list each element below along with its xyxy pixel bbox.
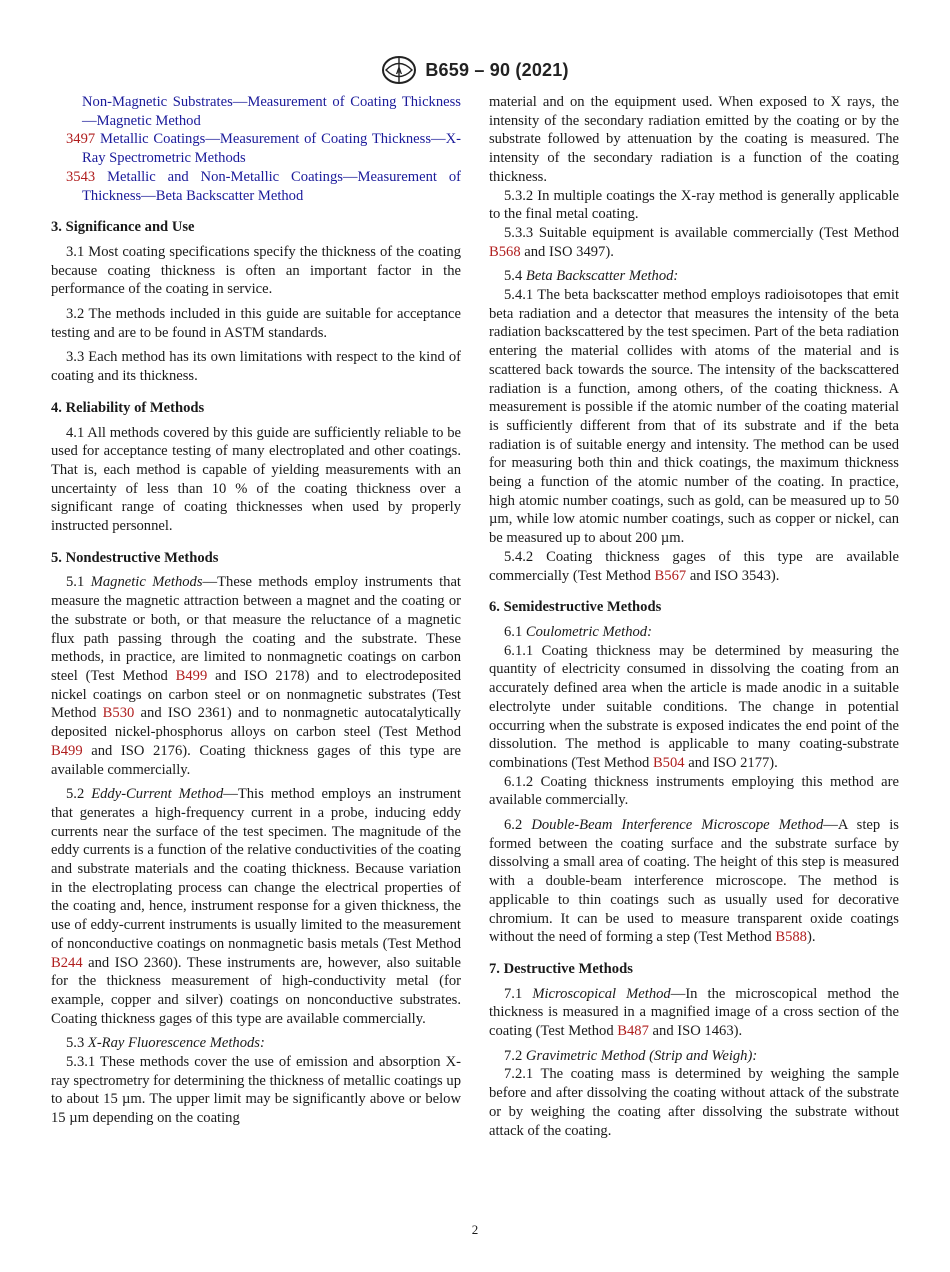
paragraph: 7.2 Gravimetric Method (Strip and Weigh):	[504, 1047, 758, 1064]
page-number: 2	[471, 1222, 479, 1237]
svg-text:A: A	[396, 66, 403, 76]
section-heading: 3. Significance and Use	[51, 219, 195, 236]
standard-link[interactable]: B567	[654, 567, 687, 584]
standard-link[interactable]: B499	[175, 667, 208, 684]
paragraph: 3.2 The methods included in this guide are suitable for acceptance testing and are to be found in ASTM standards.	[51, 306, 461, 341]
standard-link[interactable]: B568	[489, 243, 521, 260]
section-heading: 6. Semidestructive Methods	[489, 599, 662, 616]
paragraph: 6.2 Double-Beam Interference Microscope Method—A step is formed between the coating surface and the substrate surface by dissolving a small area of coating. The height of this step is measured with a double-beam interference microscope. The method is applicable to thin coatings such as usually used for decorative chromium. It can be used to measure transparent oxide coatings without the need of forming a step (Test Method B588).	[489, 817, 899, 946]
paragraph: 5.1 Magnetic Methods—These methods employ instruments that measure the magnetic attraction between a magnet and the coating or the substrate or both, or that measure the reluctance of a magnetic flux path passing through the coating and the substrate. These methods, in practice, are limited to nonmagnetic coatings on carbon steel (Test Method B499 and ISO 2178) and to electrodeposited nickel coatings on carbon steel or on nonmagnetic substrates (Test Method B530 and ISO 2361) and to nonmagnetic autocatalytically deposited nickel-phosphorus alloys on carbon steel (Test Method B499 and ISO 2176). Coating thickness gages of this type are available commercially.	[51, 574, 461, 778]
paragraph: 5.4.2 Coating thickness gages of this type are available commercially (Test Method B567 and ISO 3543).	[489, 548, 899, 584]
section-heading: 5. Nondestructive Methods	[51, 549, 219, 566]
reference-entry[interactable]: 3497 Metallic Coatings—Measurement of Coating Thickness—X-Ray Spectrometric Methods	[66, 131, 461, 167]
paragraph: material and on the equipment used. When exposed to X rays, the intensity of the secondary radiation emitted by the coating or by the substrate followed by attenuation by the coating is measured. The intensity of the secondary radiation is a function of the coating thickness.	[489, 94, 899, 185]
paragraph: 5.2 Eddy-Current Method—This method employs an instrument that generates a high-frequency current in a probe, inducing eddy currents near the surface of the test specimen. The magnitude of the eddy currents is a function of the relative conductivities of the coating and substrate materials and the coating thickness. Because variation in the electroplating process can change the electrical properties of the coating and, hence, instrument response for a given thickness, the use of eddy-current instruments is usually limited to the measurement of nonconductive coatings on nonmagnetic basis metals (Test Method B244 and ISO 2360). These instruments are, however, also suitable for the thickness measurement of high-conductivity metal (for example, copper and silver) coatings on nonconductive substrates. Coating thickness gages of this type are available commercially.	[51, 786, 461, 1027]
standard-link[interactable]: B530	[102, 705, 135, 722]
page-header	[0, 55, 950, 85]
paragraph: 5.4 Beta Backscatter Method:	[504, 268, 679, 285]
right-column	[489, 93, 899, 1140]
paragraph: 6.1 Coulometric Method:	[504, 623, 652, 640]
section-heading: 4. Reliability of Methods	[51, 399, 205, 416]
paragraph: 7.1 Microscopical Method—In the microscopical method the thickness is measured in a magnified image of a cross section of the coating (Test Method B487 and ISO 1463).	[489, 985, 899, 1040]
document-designation: B659 – 90 (2021)	[425, 59, 569, 80]
paragraph: 5.4.1 The beta backscatter method employs radioisotopes that emit beta radiation and a detector that measures the intensity of the beta radiation backscattered by the test specimen. Part of the beta radiation entering the material collides with atoms of the material and is scattered back towards the source. The intensity of the backscattered radiation is a function, among others, of the coating thickness. A measurement is possible if the atomic number of the coating material is sufficiently different from that of its substrate and if the beta radiation is of suitable energy and intensity. The method can be used for measuring both thin and thick coatings, the maximum thickness being a function of the atomic number of the coating. In practice, high atomic number coatings, such as gold, can be measured up to 50 µm, while low atomic number coatings, such as copper or nickel, can be measured up to about 200 µm.	[489, 287, 899, 547]
paragraph: 3.3 Each method has its own limitations with respect to the kind of coating and its thickness.	[51, 349, 461, 385]
standard-link[interactable]: B588	[775, 929, 807, 946]
paragraph: 4.1 All methods covered by this guide are sufficiently reliable to be used for acceptance testing of many electroplated and other coatings. That is, each method is capable of yielding measurements with an uncertainty of less than 10 % of the coating thickness over a significant range of coating thicknesses when used by properly instructed personnel.	[51, 424, 461, 535]
reference-entry[interactable]: Non-Magnetic Substrates—Measurement of Coating Thickness—Magnetic Method	[82, 94, 461, 129]
reference-entry[interactable]: 3543 Metallic and Non-Metallic Coatings—Measurement of Thickness—Beta Backscatter Method	[66, 168, 461, 204]
standard-link[interactable]: B244	[51, 954, 83, 971]
paragraph: 5.3.3 Suitable equipment is available commercially (Test Method B568 and ISO 3497).	[489, 224, 899, 260]
standard-link[interactable]: B499	[51, 742, 83, 759]
paragraph: 6.1.2 Coating thickness instruments employing this method are available commercially.	[489, 773, 899, 809]
paragraph: 5.3 X-Ray Fluorescence Methods:	[66, 1035, 265, 1052]
paragraph: 7.2.1 The coating mass is determined by weighing the sample before and after dissolving the coating without attack of the substrate or by weighing the coating after dissolving the substrate without attack of the coating.	[489, 1066, 899, 1139]
paragraph: 6.1.1 Coating thickness may be determined by measuring the quantity of electricity consumed in dissolving the coating from an accurately defined area when the article is made anodic in a suitable electrolyte under suitable conditions. The change in potential occurring when the substrate is exposed indicates the end point of the dissolution. The method is applicable to many coating-substrate combinations (Test Method B504 and ISO 2177).	[489, 642, 899, 771]
astm-logo-icon	[381, 55, 417, 85]
paragraph: 3.1 Most coating specifications specify the thickness of the coating because coating thickness is often an important factor in the performance of the coating in service.	[51, 243, 461, 298]
standard-link[interactable]: B487	[617, 1023, 649, 1040]
left-column	[51, 93, 461, 1128]
paragraph: 5.3.2 In multiple coatings the X-ray method is generally applicable to the final metal coating.	[489, 187, 899, 223]
paragraph: 5.3.1 These methods cover the use of emission and absorption X-ray spectrometry for determining the thickness of metallic coatings up to about 15 µm. The upper limit may be significantly above or below 15 µm depending on the coating	[51, 1054, 461, 1127]
standard-link[interactable]: B504	[652, 754, 685, 771]
section-heading: 7. Destructive Methods	[489, 960, 633, 977]
